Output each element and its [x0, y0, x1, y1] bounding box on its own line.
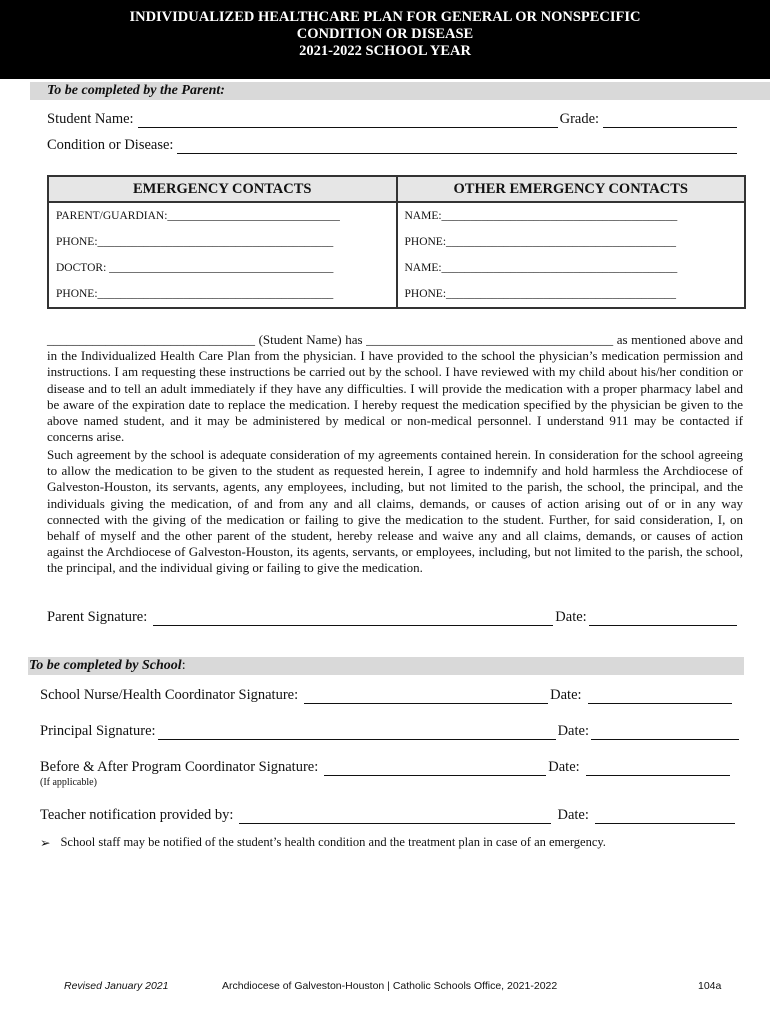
table-row: [48, 255, 745, 281]
doctor-field[interactable]: DOCTOR: _______________________________________: [48, 255, 397, 281]
parent-signature-field[interactable]: [153, 611, 553, 626]
school-section-label-colon: :: [181, 658, 186, 673]
school-section-label-text: To be completed by School: [29, 658, 182, 673]
program-date-label: Date:: [548, 759, 580, 775]
agreement-paragraph-1: ________________________________ (Student Name) has ______________________________________ as mentioned above and in the Individualized Health Care Plan from the physician. I have provided to the school the physician’s medication permission and instructions. I am requesting these instructions be carried out by the school. I have reviewed with my child about his/her condition or disease and to tell an adult immediately if they have any difficulties. I will provide the medication with a proper pharmacy label and be aware of the expiration date to replace the medication. I hereby request the medication specified by the physician be given to the above named student, and it may be administered by medical or non-medical personnel. I understand 911 may be contacted if concerns arise.: [47, 332, 743, 445]
nurse-date-label: Date:: [550, 687, 582, 703]
principal-signature-label: Principal Signature:: [40, 723, 156, 739]
parent-signature-row: [47, 609, 737, 626]
program-date-field[interactable]: [586, 761, 730, 776]
teacher-notification-field[interactable]: [239, 809, 551, 824]
parent-phone-field[interactable]: PHONE:_________________________________________: [48, 229, 397, 255]
emergency-contacts-header: EMERGENCY CONTACTS: [48, 176, 397, 202]
parent-section-label: To be completed by the Parent:: [47, 83, 225, 98]
condition-field[interactable]: [177, 139, 737, 154]
notification-bullet: [40, 835, 606, 851]
teacher-notification-label: Teacher notification provided by:: [40, 807, 234, 823]
principal-signature-field[interactable]: [158, 725, 556, 740]
principal-date-label: Date:: [557, 723, 589, 739]
other-phone-field-2[interactable]: PHONE:________________________________________: [397, 281, 746, 308]
teacher-date-field[interactable]: [595, 809, 735, 824]
program-signature-row: [40, 759, 730, 776]
parent-guardian-field[interactable]: PARENT/GUARDIAN:______________________________: [48, 202, 397, 229]
form-school-year: 2021-2022 SCHOOL YEAR: [299, 43, 471, 59]
parent-signature-label: Parent Signature:: [47, 609, 148, 625]
student-name-field[interactable]: [138, 113, 558, 128]
nurse-date-field[interactable]: [588, 689, 732, 704]
arrow-bullet-icon: ➢: [40, 836, 51, 850]
grade-label: Grade:: [559, 111, 600, 127]
grade-field[interactable]: [603, 113, 737, 128]
principal-signature-row: [40, 723, 739, 740]
condition-label: Condition or Disease:: [47, 137, 174, 153]
nurse-signature-field[interactable]: [304, 689, 548, 704]
agreement-paragraph-2: Such agreement by the school is adequate consideration of my agreements contained herein. In consideration for the school agreeing to allow the medication to be given to the student as requested herein, I agree to indemnify and hold harmless the Archdiocese of Galveston-Houston, its servants, agents, any employees, including, but not limited to the parish, the school, the principal, and the individuals giving the medication, of and from any and all claims, demands, or causes of action arising out of or in any way connected with the giving of the medication or failing to give the medication to the student. Further, for said consideration, I, on behalf of myself and the other parent of the student, hereby release and waive any and all claims, demands, or causes of action against the Archdiocese of Galveston-Houston, its agents, servants, or employees, including, but not limited to the parish, the school, the principal, and the individual giving or failing to give the medication.: [47, 447, 743, 576]
table-row: [48, 281, 745, 308]
doctor-phone-field[interactable]: PHONE:_________________________________________: [48, 281, 397, 308]
program-signature-field[interactable]: [324, 761, 546, 776]
program-signature-label: Before & After Program Coordinator Signature:: [40, 759, 319, 775]
footer-office: Archdiocese of Galveston-Houston | Catholic Schools Office, 2021-2022: [222, 980, 558, 992]
parent-date-field[interactable]: [589, 611, 737, 626]
other-name-field[interactable]: NAME:_________________________________________: [397, 202, 746, 229]
form-title-line1: INDIVIDUALIZED HEALTHCARE PLAN FOR GENERAL OR NONSPECIFIC: [129, 9, 641, 25]
student-name-row: [47, 111, 737, 128]
notification-bullet-text: School staff may be notified of the student’s health condition and the treatment plan in case of an emergency.: [60, 835, 606, 849]
condition-row: [47, 137, 737, 154]
footer-form-code: 104a: [698, 980, 722, 992]
table-row: [48, 229, 745, 255]
other-name-field-2[interactable]: NAME:_________________________________________: [397, 255, 746, 281]
if-applicable-note: (If applicable): [40, 777, 97, 788]
student-name-label: Student Name:: [47, 111, 134, 127]
form-header: [0, 0, 770, 79]
teacher-notification-row: [40, 807, 735, 824]
table-row: [48, 202, 745, 229]
footer-revised: Revised January 2021: [64, 980, 169, 992]
teacher-date-label: Date:: [557, 807, 589, 823]
form-title-line2: CONDITION OR DISEASE: [296, 26, 474, 42]
school-section-label: [29, 658, 186, 674]
other-contacts-header: OTHER EMERGENCY CONTACTS: [397, 176, 746, 202]
nurse-signature-label: School Nurse/Health Coordinator Signature:: [40, 687, 299, 703]
principal-date-field[interactable]: [591, 725, 739, 740]
emergency-contacts-table: [47, 175, 746, 309]
other-phone-field[interactable]: PHONE:________________________________________: [397, 229, 746, 255]
parent-date-label: Date:: [555, 609, 587, 625]
nurse-signature-row: [40, 687, 732, 704]
